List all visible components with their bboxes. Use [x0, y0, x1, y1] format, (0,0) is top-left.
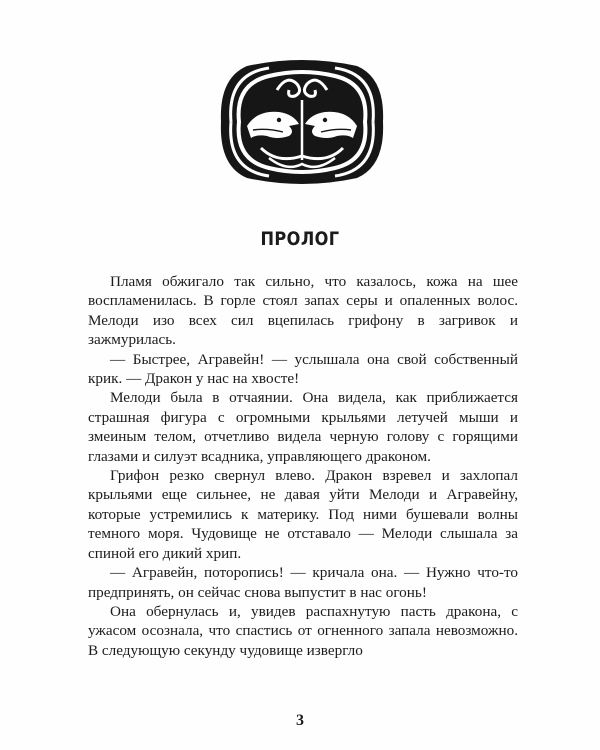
- paragraph: Мелоди была в отчаянии. Она видела, как приближается страшная фигура с огромными крыльями летучей мыши и змеиным телом, отчетливо видела черную голову с горящими глазами и силуэт всадника, управляющего драконом.: [88, 389, 518, 465]
- chapter-title: ПРОЛОГ: [260, 228, 340, 250]
- paragraph: — Быстрее, Агравейн! — услышала она свой собственный крик. — Дракон у нас на хвосте!: [88, 350, 518, 388]
- body-text: [88, 272, 518, 660]
- paragraph: Пламя обжигало так сильно, что казалось, кожа на шее воспламенилась. В горле стоял запах серы и опаленных волос. Мелоди изо всех сил вцепилась грифону в загривок и зажмурилась.: [88, 273, 518, 349]
- paragraph: Грифон резко свернул влево. Дракон взревел и захлопал крыльями еще сильнее, не давая уйти Мелоди и Агравейну, которые устремились к материку. Под ними бушевали волны темного моря. Чудовище не отставало — Мелоди слышала за спиной его дикий хрип.: [88, 467, 518, 562]
- page-number: 3: [296, 712, 304, 729]
- paragraph: — Агравейн, поторопись! — кричала она. — Нужно что-то предпринять, он сейчас снова выпустит в нас огонь!: [88, 564, 518, 601]
- paragraph: Она обернулась и, увидев распахнутую пасть дракона, с ужасом осознала, что спастись от огненного запала невозможно. В следующую секунду чудовище извергло: [88, 602, 518, 659]
- twin-dragon-celtic-knot-icon: [217, 60, 387, 184]
